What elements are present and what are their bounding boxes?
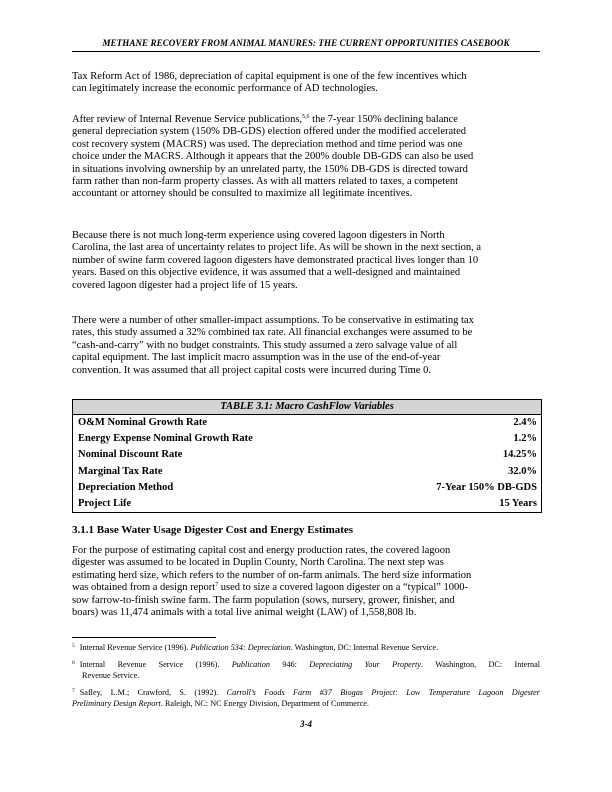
text-line: convention. It was assumed that all project capital costs were incurred during Time 0. xyxy=(72,364,431,376)
text-line xyxy=(72,643,540,654)
table-caption: TABLE 3.1: Macro CashFlow Variables xyxy=(73,400,541,415)
paragraph-tax-reform xyxy=(72,71,540,96)
footnote-number: 7 xyxy=(72,688,75,694)
text-line xyxy=(72,114,540,126)
header-rule xyxy=(72,51,540,52)
paragraph-depreciation-method xyxy=(72,114,540,201)
text-line: accountant or attorney should be consulted to maximize all legitimate incentives. xyxy=(72,188,413,200)
text-fragment: . Raleigh, NC: NC Energy Division, Department of Commerce. xyxy=(160,698,369,708)
row-label: Depreciation Method xyxy=(78,481,174,493)
row-value: 14.25% xyxy=(502,449,537,461)
text-line: covered lagoon digester had a project life of 15 years. xyxy=(72,279,298,291)
text-line: in situations involving ownership by an unrelated party, the 150% DB-GDS is directed toward xyxy=(72,163,468,175)
footnote-5 xyxy=(72,643,540,654)
footnote-ref-5-6: 5,6 xyxy=(302,114,310,120)
table-row xyxy=(73,447,541,463)
text-line: capital equipment. The last implicit macro assumption was in the use of the end-of-year xyxy=(72,352,441,364)
macro-cashflow-table xyxy=(72,399,542,513)
text-fragment: the 7-year 150% declining balance xyxy=(309,114,458,125)
text-line: cost recovery system (MACRS) was used. The depreciation method and time period was one xyxy=(72,138,463,150)
row-label: Energy Expense Nominal Growth Rate xyxy=(78,433,253,445)
row-value: 15 Years xyxy=(499,497,537,509)
table-row xyxy=(73,496,541,512)
text-line: general depreciation system (150% DB-GDS) election offered under the modified accelerated xyxy=(72,126,466,138)
text-line: estimating herd size, which refers to the number of on-farm animals. The herd size information xyxy=(72,569,472,581)
publication-title: Carroll’s Foods Farm #37 Biogas Project: Low Temperature Lagoon Digester xyxy=(226,688,540,697)
text-line: Because there is not much long-term experience using covered lagoon digesters in North xyxy=(72,230,445,241)
paragraph-herd-size xyxy=(72,545,540,619)
table-row xyxy=(73,431,541,447)
text-line: can legitimately increase the economic performance of AD technologies. xyxy=(72,83,378,95)
text-fragment: was obtained from a design report xyxy=(72,582,216,594)
text-line: Revenue Service. xyxy=(82,670,140,680)
text-line xyxy=(72,688,540,699)
row-value: 1.2% xyxy=(513,433,537,445)
text-line: farm rather than non-farm property classes. As with all matters related to taxes, a competent xyxy=(72,176,459,188)
text-line: Tax Reform Act of 1986, depreciation of capital equipment is one of the few incentives which xyxy=(72,71,467,82)
row-value: 32.0% xyxy=(508,465,537,477)
publication-title: Publication xyxy=(231,660,270,669)
publication-title: Publication 534: Depreciation xyxy=(190,643,291,652)
text-line: rates, this study assumed a 32% combined tax rate. All financial exchanges were assumed to be xyxy=(72,327,473,339)
footnote-number: 5 xyxy=(72,643,75,649)
text-line: “cash-and-carry” with no budget constraints. This study assumed a zero salvage value of all xyxy=(72,339,458,351)
row-value: 7-Year 150% DB-GDS xyxy=(436,481,537,493)
paragraph-project-life xyxy=(72,230,540,292)
row-label: Project Life xyxy=(78,497,132,509)
row-value: 2.4% xyxy=(513,417,537,428)
paragraph-assumptions xyxy=(72,315,540,377)
text-fragment: . Washington, DC: Internal Revenue Service. xyxy=(290,643,439,652)
text-line: boars) was 11,474 animals with a total live animal weight (LAW) of 1,558,808 lb. xyxy=(72,607,417,619)
row-label: Marginal Tax Rate xyxy=(78,465,163,477)
footnote-6 xyxy=(72,660,540,681)
text-fragment: Internal Revenue Service (1996). xyxy=(79,643,191,652)
running-header: METHANE RECOVERY FROM ANIMAL MANURES: THE CURRENT OPPORTUNITIES CASEBOOK xyxy=(102,38,510,48)
text-line: number of swine farm covered lagoon digesters have demonstrated practical lives longer than 10 xyxy=(72,254,479,266)
table-row xyxy=(73,480,541,496)
text-fragment: . Washington, DC: Internal xyxy=(420,660,541,669)
text-line: sow farrow-to-finish swine farm. The farm population (sows, nursery, grower, finisher, and xyxy=(72,594,455,606)
text-line: There were a number of other smaller-impact assumptions. To be conservative in estimating tax xyxy=(72,315,474,326)
publication-title: Depreciating Your Property xyxy=(309,660,421,669)
text-fragment: 946: xyxy=(269,660,310,669)
footnote-rule xyxy=(72,637,216,638)
publication-title: Preliminary Design Report xyxy=(72,698,161,708)
text-line: Carolina, the last area of uncertainty relates to project life. As will be shown in the next section, a xyxy=(72,242,482,254)
text-fragment: Safley, L.M.; Crawford, S. (1992). xyxy=(79,688,227,697)
footnote-7 xyxy=(72,688,540,709)
text-fragment: used to size a covered lagoon digester on a “typical” 1000- xyxy=(218,582,469,594)
row-label: Nominal Discount Rate xyxy=(78,449,183,461)
table-row xyxy=(73,464,541,480)
footnote-ref-7: 7 xyxy=(215,582,219,589)
section-heading: 3.1.1 Base Water Usage Digester Cost and Energy Estimates xyxy=(72,524,354,536)
text-line xyxy=(72,699,540,710)
text-fragment: Internal Revenue Service (1996). xyxy=(79,660,232,669)
text-line xyxy=(72,660,540,671)
text-line xyxy=(72,582,540,594)
text-line: choice under the MACRS. Although it appears that the 200% double DB-GDS can also be used xyxy=(72,151,474,163)
row-label: O&M Nominal Growth Rate xyxy=(78,417,207,428)
text-fragment: After review of Internal Revenue Service publications, xyxy=(72,114,303,125)
text-line: For the purpose of estimating capital cost and energy production rates, the covered lagoon xyxy=(72,545,451,556)
footnote-number: 6 xyxy=(72,660,75,666)
page-number: 3-4 xyxy=(300,719,312,729)
text-line: digester was assumed to be located in Duplin County, North Carolina. The next step was xyxy=(72,557,444,569)
table-row xyxy=(73,415,541,431)
text-line: years. Based on this objective evidence, it was assumed that a well-designed and maintained xyxy=(72,267,461,279)
